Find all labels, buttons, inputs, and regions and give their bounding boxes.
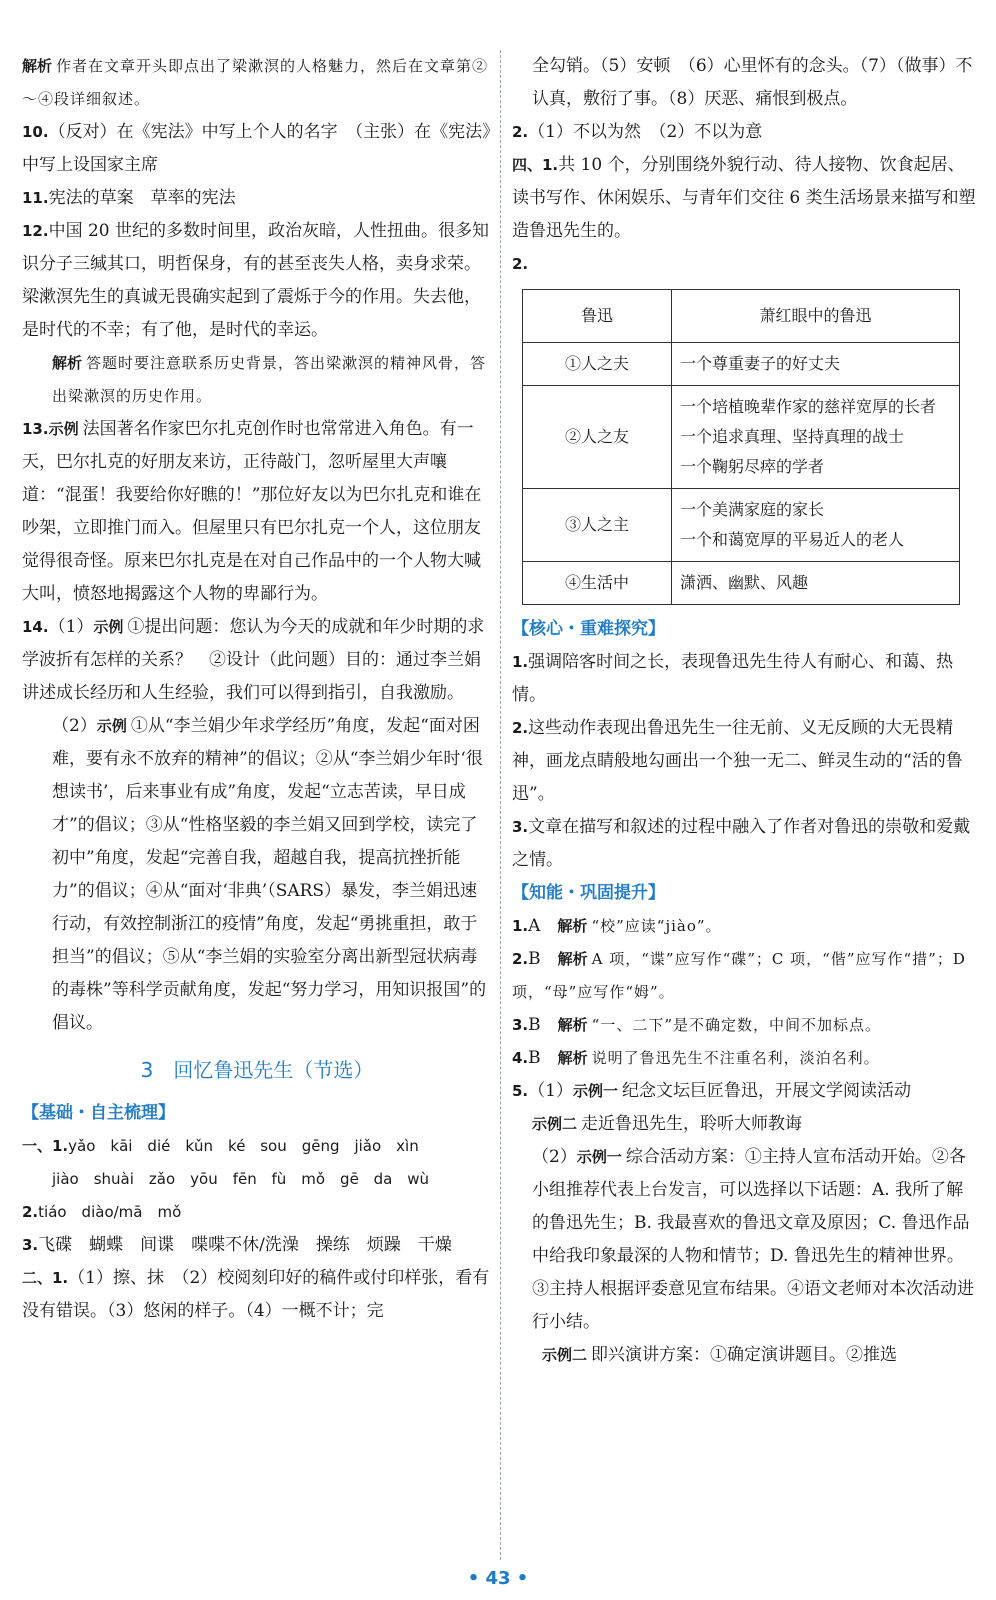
continued-definitions: 全勾销。（5）安顿 （6）心里怀有的念头。（7）（做事）不认真，敷衍了事。（8）厌恶、痛恨到极点。	[532, 56, 973, 109]
consolidate-4: 4.B 解析 说明了鲁迅先生不注重名利，淡泊名利。	[512, 1048, 880, 1068]
table-cell-desc: 潇洒、幽默、风趣	[672, 562, 960, 605]
question-12-analysis: 解析 答题时要注意联系历史背景，答出梁漱溟的精神风骨，答出梁漱溟的历史作用。	[52, 354, 487, 405]
consolidate-5-2: （2）示例一 综合活动方案：①主持人宣布活动开始。②各小组推荐代表上台发言，可以选择以下话题：A. 我所了解的鲁迅先生；B. 我最喜欢的鲁迅文章及原因；C. 鲁迅作品中给我印象最深的人物和情节；D. 鲁迅先生的精神世界。③主持人根据评委意见宣布结果。④语文老师对本次活动进行小结。	[532, 1147, 974, 1332]
table-cell-desc: 一个培植晚辈作家的慈祥宽厚的长者 一个追求真理、坚持真理的战士 一个鞠躬尽瘁的学者	[672, 386, 960, 489]
table-row	[523, 562, 960, 605]
question-14-part2: （2）示例 ①从“李兰娟少年求学经历”角度，发起“面对困难，要有永不放弃的精神”的倡议；②从“李兰娟少年时‘很想读书’，后来事业有成”角度，发起“立志苦读，早日成才”的倡议；③从“性格坚毅的李兰娟又回到学校，读完了初中”角度，发起“完善自我，超越自我，提高抗挫折能力”的倡议；④从“面对‘非典’（SARS）暴发，李兰娟迅速行动，有效控制浙江的疫情”角度，发起“勇挑重担，敢于担当”的倡议；⑤从“李兰娟的实验室分离出新型冠状病毒的毒株”等科学贡献角度，发起“努力学习，用知识报国”的倡议。	[52, 716, 487, 1033]
section-heading-basics: 【基础・自主梳理】	[22, 1103, 175, 1123]
answer-4-2-label: 2.	[512, 255, 529, 273]
table-header-luxun: 鲁迅	[523, 290, 672, 343]
page-number: • 43 •	[467, 1568, 529, 1589]
question-14-part1: 14.（1）示例 ①提出问题：您认为今天的成就和年少时期的求学波折有怎样的关系？ ②设计（此问题）目的：通过李兰娟讲述成长经历和人生经验，我们可以得到指引，自我激励。	[22, 617, 485, 703]
table-row	[523, 343, 960, 386]
section-heading-consolidate: 【知能・巩固提升】	[512, 883, 665, 903]
answer-4-1: 四、1.共 10 个，分别围绕外貌行动、待人接物、饮食起居、读书写作、休闲娱乐、与青年们交往 6 类生活场景来描写和塑造鲁迅先生的。	[512, 155, 976, 241]
lesson-title: 3 回忆鲁迅先生（节选）	[140, 1058, 374, 1082]
table-header-xiaohong: 萧红眼中的鲁迅	[672, 290, 960, 343]
basics-item-2: 2.tiáo diào/mā mǒ	[22, 1203, 182, 1221]
luxun-table	[522, 289, 960, 605]
core-3: 3.文章在描写和叙述的过程中融入了作者对鲁迅的崇敬和爱戴之情。	[512, 817, 971, 870]
table-row	[523, 489, 960, 562]
consolidate-3: 3.B 解析 “一、二下”是不确定数，中间不加标点。	[512, 1015, 881, 1035]
basics-pinyin-row2: jiào shuài zǎo yōu fēn fù mǒ gē da wù	[52, 1170, 430, 1188]
table-row	[523, 386, 960, 489]
column-divider	[500, 50, 501, 1560]
left-column	[22, 50, 492, 1328]
consolidate-5-2b: 示例二 即兴演讲方案：①确定演讲题目。②推选	[542, 1345, 898, 1365]
consolidate-1: 1.A 解析 “校”应读“jiào”。	[512, 916, 722, 936]
consolidate-2: 2.B 解析 A 项，“谍”应写作“碟”；C 项，“偕”应写作“措”；D 项，“母”应写作“姆”。	[512, 949, 966, 1001]
question-11: 11.宪法的草案 草率的宪法	[22, 188, 236, 208]
table-cell-desc: 一个美满家庭的家长 一个和蔼宽厚的平易近人的老人	[672, 489, 960, 562]
core-1: 1.强调陪客时间之长，表现鲁迅先生待人有耐心、和蔼、热情。	[512, 652, 954, 705]
consolidate-5-1: 5.（1）示例一 纪念文坛巨匠鲁迅，开展文学阅读活动	[512, 1081, 911, 1101]
table-cell-role: ③人之主	[523, 489, 672, 562]
basics-item-3: 3.飞碟 蝴蝶 间谍 喋喋不休/洗澡 操练 烦躁 干燥	[22, 1235, 452, 1255]
core-2: 2.这些动作表现出鲁迅先生一往无前、义无反顾的大无畏精神，画龙点睛般地勾画出一个独一无二、鲜灵生动的“活的鲁迅”。	[512, 718, 963, 804]
question-13: 13.示例 法国著名作家巴尔扎克创作时也常常进入角色。有一天，巴尔扎克的好朋友来访，正待敲门，忽听屋里大声嚷道：“混蛋！我要给你好瞧的！”那位好友以为巴尔扎克和谁在吵架，立即推门而入。但屋里只有巴尔扎克一个人，这位朋友觉得很奇怪。原来巴尔扎克是在对自己作品中的一个人物大喊大叫，愤怒地揭露这个人物的卑鄙行为。	[22, 419, 482, 604]
table-cell-role: ④生活中	[523, 562, 672, 605]
answer-2: 2.（1）不以为然 （2）不以为意	[512, 122, 763, 142]
table-cell-role: ②人之友	[523, 386, 672, 489]
basics-item-4: 二、1.（1）擦、抹 （2）校阅刻印好的稿件或付印样张，看有没有错误。（3）悠闲的样子。（4）一概不计；完	[22, 1268, 490, 1321]
table-header-row	[523, 290, 960, 343]
question-12: 12.中国 20 世纪的多数时间里，政治灰暗，人性扭曲。很多知识分子三缄其口，明哲保身，有的甚至丧失人格，卖身求荣。梁漱溟先生的真诚无畏确实起到了震烁于今的作用。失去他，是时代的不幸；有了他，是时代的幸运。	[22, 221, 490, 340]
analysis-p1: 解析 作者在文章开头即点出了梁漱溟的人格魅力，然后在文章第②～④段详细叙述。	[22, 57, 489, 108]
question-10: 10.（反对）在《宪法》中写上个人的名字 （主张）在《宪法》中写上设国家主席	[22, 122, 491, 175]
table-cell-role: ①人之夫	[523, 343, 672, 386]
section-heading-core: 【核心・重难探究】	[512, 619, 665, 639]
right-column	[512, 50, 978, 1372]
basics-pinyin: 一、1.yǎo kāi dié kǔn ké sou gēng jiǎo xìn	[22, 1137, 419, 1155]
table-cell-desc: 一个尊重妻子的好丈夫	[672, 343, 960, 386]
consolidate-5-1b: 示例二 走近鲁迅先生，聆听大师教诲	[532, 1114, 803, 1134]
